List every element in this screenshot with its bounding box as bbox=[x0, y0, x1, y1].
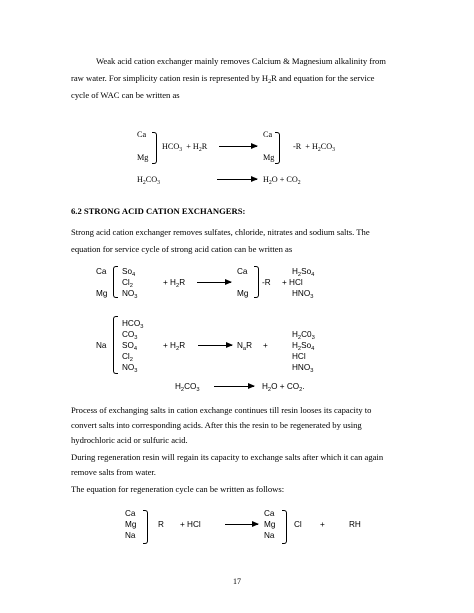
eq4-h2so4 bbox=[292, 342, 314, 350]
para-regen-line2: remove salts from water. bbox=[71, 467, 156, 477]
eq2-rhs bbox=[263, 176, 301, 184]
eq6-na: Na bbox=[125, 531, 136, 540]
eq3-cl2 bbox=[122, 279, 133, 287]
eq4-h2so4-sub: 2 bbox=[297, 346, 302, 352]
eq4-co3 bbox=[122, 331, 137, 339]
eq2-lhs-a: H bbox=[137, 175, 143, 184]
eq5-lhs-sub1: 2 bbox=[180, 387, 185, 393]
eq4-no3 bbox=[122, 364, 137, 372]
eq4-co3-sub: 3 bbox=[134, 335, 138, 341]
page-number: 17 bbox=[233, 577, 241, 586]
eq5-rhs bbox=[262, 383, 305, 391]
eq5-rhs-end: . bbox=[302, 382, 305, 391]
eq3-mg2: Mg bbox=[237, 289, 249, 298]
eq3-h2so4-sub: 2 bbox=[297, 272, 302, 278]
para-sac-line1: Strong acid cation exchanger removes sulfates, chloride, nitrates and sodium salts. The bbox=[71, 227, 370, 237]
eq6-ca: Ca bbox=[125, 509, 136, 518]
eq3-cl2-sub: 2 bbox=[129, 283, 133, 289]
eq5-arrow-icon bbox=[214, 386, 254, 387]
eq4-cl2 bbox=[122, 353, 133, 361]
eq4-nar-a: N bbox=[237, 341, 243, 350]
eq3-h2so4-a: H bbox=[292, 267, 298, 276]
eq1-products bbox=[293, 143, 335, 151]
eq4-h2co3 bbox=[292, 331, 315, 339]
eq3-so4 bbox=[122, 268, 135, 276]
eq1-mg: Mg bbox=[137, 153, 149, 162]
eq4-hno3-a: HNO bbox=[292, 363, 311, 372]
eq3-h2so4 bbox=[292, 268, 314, 276]
eq4-h2r-b: R bbox=[179, 341, 186, 350]
eq3-h2r-b: R bbox=[179, 278, 186, 287]
eq6-r: R bbox=[158, 520, 164, 529]
eq6-plus: + bbox=[320, 520, 325, 529]
eq6-na2: Na bbox=[264, 531, 275, 540]
section-heading: 6.2 STRONG ACID CATION EXCHANGERS: bbox=[71, 206, 246, 216]
eq5-rhs-a: H bbox=[262, 382, 268, 391]
eq6-ca2: Ca bbox=[264, 509, 275, 518]
eq6-cl: Cl bbox=[294, 520, 302, 529]
eq4-h2co3-sub2: 3 bbox=[311, 335, 315, 341]
eq1-h2co3-sub2: 3 bbox=[332, 147, 335, 153]
eq1-hco3: HCO bbox=[162, 142, 180, 151]
eq3-ca2: Ca bbox=[237, 267, 248, 276]
eq3-hcl: + HCl bbox=[282, 278, 303, 287]
eq3-so4-sub: 4 bbox=[132, 272, 136, 278]
eq3-arrow-icon bbox=[197, 282, 231, 283]
para-process-line2: convert salts into corresponding acids. After this the resin to be regenerated by using bbox=[71, 420, 362, 430]
eq3-so4-a: So bbox=[122, 267, 133, 276]
eq6-mg2: Mg bbox=[264, 520, 276, 529]
eq6-mg: Mg bbox=[125, 520, 137, 529]
eq4-h2co3-b: C0 bbox=[301, 330, 312, 339]
eq1-ca: Ca bbox=[137, 130, 147, 139]
eq1-brace-right bbox=[275, 132, 280, 164]
eq3-h2r bbox=[163, 279, 185, 287]
para-process-line3: hydrochloric acid or sulfuric acid. bbox=[71, 435, 188, 445]
eq4-h2co3-sub: 2 bbox=[297, 335, 302, 341]
eq4-nar bbox=[237, 342, 252, 350]
eq4-hno3 bbox=[292, 364, 313, 372]
eq3-h2r-a: + H bbox=[163, 278, 176, 287]
eq4-so4-a: SO bbox=[122, 341, 134, 350]
eq4-h2r bbox=[163, 342, 185, 350]
eq4-h2so4-b: So bbox=[301, 341, 312, 350]
eq1-ca2: Ca bbox=[263, 130, 273, 139]
eq1-mg2: Mg bbox=[263, 153, 275, 162]
eq3-h2so4-sub2: 4 bbox=[311, 272, 315, 278]
eq6-brace-right bbox=[282, 510, 287, 544]
eq1-hco3-sub: 3 bbox=[179, 147, 183, 153]
eq2-rhs-sub1: 2 bbox=[268, 180, 272, 186]
eq5-rhs-sub1: 2 bbox=[267, 387, 272, 393]
eq2-lhs bbox=[137, 176, 160, 184]
eq4-no3-a: NO bbox=[122, 363, 135, 372]
eq3-no3 bbox=[122, 290, 137, 298]
eq4-h2r-a: + H bbox=[163, 341, 176, 350]
eq4-h2r-sub: 2 bbox=[175, 346, 180, 352]
para-sac-line2: equation for service cycle of strong acid cation can be written as bbox=[71, 244, 293, 254]
eq5-rhs-sub2: 2 bbox=[299, 387, 303, 393]
eq6-brace-left bbox=[143, 510, 148, 544]
para-wac-line1: Weak acid cation exchanger mainly removes Calcium & Magnesium alkalinity from bbox=[96, 56, 386, 66]
eq4-so4 bbox=[122, 342, 137, 350]
eq3-h2so4-b: So bbox=[301, 267, 312, 276]
eq1-h2co3-sub1: 2 bbox=[317, 147, 321, 153]
eq3-brace-right bbox=[254, 266, 259, 298]
eq1-reactants bbox=[162, 143, 207, 151]
para-regen-line3: The equation for regeneration cycle can be written as follows: bbox=[71, 484, 285, 494]
eq4-hco3-a: HCO bbox=[122, 319, 141, 328]
eq5-lhs bbox=[175, 383, 200, 391]
eq4-plus: + bbox=[263, 341, 268, 350]
eq2-rhs-sub2: 2 bbox=[297, 180, 301, 186]
eq1-brace-left bbox=[152, 132, 157, 164]
eq4-arrow-icon bbox=[198, 345, 232, 346]
eq4-nar-b: R bbox=[246, 341, 253, 350]
eq1-h2r-a: + H bbox=[186, 142, 199, 151]
eq3-brace-left bbox=[113, 266, 118, 298]
para-process-line1: Process of exchanging salts in cation exchange continues till resin looses its capacity to bbox=[71, 405, 372, 415]
eq3-hno3 bbox=[292, 290, 313, 298]
eq5-rhs-b: O + CO bbox=[271, 382, 300, 391]
eq4-h2co3-a: H bbox=[292, 330, 298, 339]
eq5-lhs-a: H bbox=[175, 382, 181, 391]
eq3-h2r-sub: 2 bbox=[175, 283, 180, 289]
eq4-h2so4-a: H bbox=[292, 341, 298, 350]
eq4-co3-a: CO bbox=[122, 330, 135, 339]
eq5-lhs-b: CO bbox=[184, 382, 197, 391]
eq2-lhs-b: CO bbox=[145, 175, 158, 184]
eq6-rh: RH bbox=[349, 520, 361, 529]
eq4-so4-sub: 4 bbox=[133, 346, 138, 352]
eq2-lhs-sub2: 3 bbox=[157, 180, 161, 186]
eq4-h2so4-sub2: 4 bbox=[311, 346, 315, 352]
eq6-arrow-icon bbox=[225, 524, 258, 525]
eq1-h2r-b: R bbox=[201, 142, 208, 151]
eq1-h2r-sub: 2 bbox=[198, 147, 202, 153]
para-wac-line2-b: R and equation for the service bbox=[271, 73, 375, 83]
eq3-no3-a: NO bbox=[122, 289, 135, 298]
eq1-h2co3-a: + H bbox=[305, 142, 318, 151]
para-wac-line3: cycle of WAC can be written as bbox=[71, 90, 180, 100]
para-wac-line2-a: raw water. For simplicity cation resin is represented by H bbox=[71, 73, 269, 83]
eq1-r: -R bbox=[293, 142, 302, 151]
eq3-hno3-sub: 3 bbox=[310, 294, 314, 300]
eq2-rhs-b: O + CO bbox=[271, 175, 298, 184]
para-wac-line2-sub: 2 bbox=[268, 79, 272, 85]
eq3-r: -R bbox=[262, 278, 271, 287]
eq3-hno3-a: HNO bbox=[292, 289, 311, 298]
eq3-no3-sub: 3 bbox=[134, 294, 138, 300]
eq4-hno3-sub: 3 bbox=[310, 368, 314, 374]
eq4-hco3 bbox=[122, 320, 143, 328]
eq3-ca: Ca bbox=[96, 267, 107, 276]
eq3-mg: Mg bbox=[96, 289, 108, 298]
eq2-lhs-sub1: 2 bbox=[142, 180, 146, 186]
eq4-no3-sub: 3 bbox=[134, 368, 138, 374]
eq4-hcl: HCl bbox=[292, 352, 306, 361]
eq4-cl2-sub: 2 bbox=[129, 357, 133, 363]
eq5-lhs-sub2: 3 bbox=[196, 387, 200, 393]
eq1-arrow-icon bbox=[219, 146, 257, 147]
eq3-cl2-a: Cl bbox=[122, 278, 130, 287]
eq4-nar-sub: a bbox=[242, 346, 247, 352]
eq2-rhs-a: H bbox=[263, 175, 269, 184]
eq6-hcl: + HCl bbox=[180, 520, 201, 529]
para-wac-line2 bbox=[71, 74, 374, 83]
eq2-arrow-icon bbox=[217, 179, 257, 180]
eq4-na: Na bbox=[96, 341, 107, 350]
para-regen-line1: During regeneration resin will regain its capacity to exchange salts after which it can again bbox=[71, 452, 384, 462]
eq4-hco3-sub: 3 bbox=[140, 324, 144, 330]
eq4-cl2-a: Cl bbox=[122, 352, 130, 361]
eq1-h2co3-mid: CO bbox=[320, 142, 333, 151]
eq4-brace-left bbox=[113, 316, 118, 374]
